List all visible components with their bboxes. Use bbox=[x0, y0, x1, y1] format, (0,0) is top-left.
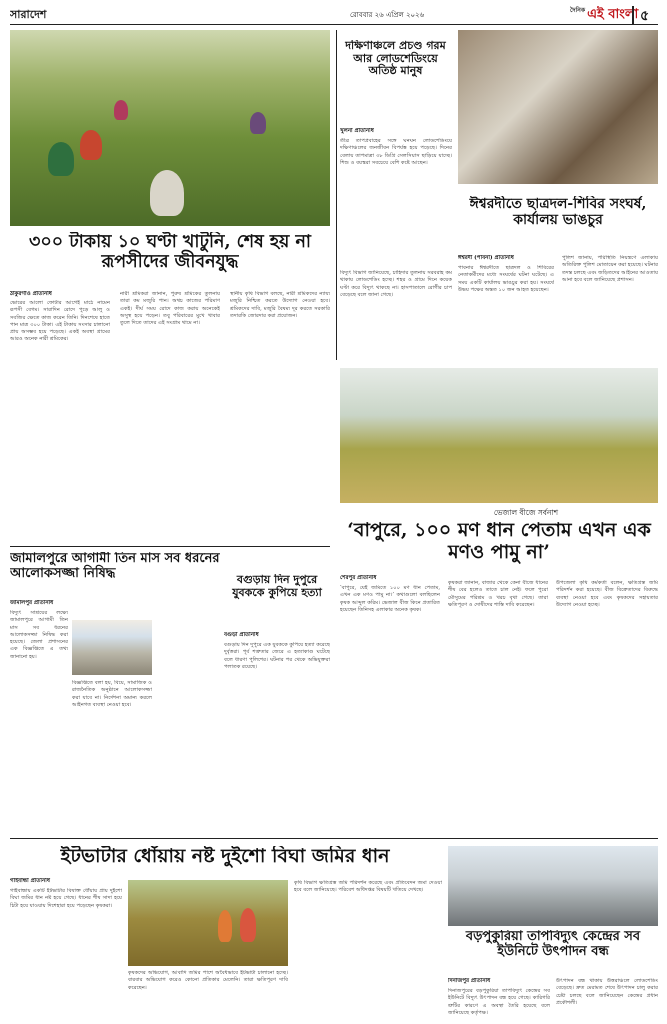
column-divider bbox=[336, 30, 337, 360]
illuminated-building-photo bbox=[72, 620, 152, 675]
section-title: সারাদেশ bbox=[10, 8, 47, 21]
bogura-reporter: বগুড়া প্রতিনিধি bbox=[224, 632, 259, 638]
brick-column-2: কৃষকদের অভিযোগ, আবাদি জমির পাশে অবৈধভাবে ইটভাটা চালানো হচ্ছে। বারবার অভিযোগ করেও কোনো প্রতিকার মেলেনি। তারা ক্ষতিপূরণ দাবি করেছেন। bbox=[128, 970, 288, 991]
brick-column-3: কৃষি বিভাগ ক্ষতিগ্রস্ত জমি পরিদর্শন করেছে এবং প্রতিবেদন জমা দেওয়া হবে বলে জানিয়েছে। পরিবেশ অধিদপ্তর বিষয়টি খতিয়ে দেখছে। bbox=[294, 880, 442, 894]
logo-prefix: দৈনিক bbox=[570, 7, 586, 14]
brick-reporter: গাইবান্ধা প্রতিনিধি bbox=[10, 878, 50, 884]
heat-column-2: বিদ্যুৎ বিভাগ জানিয়েছে, চাহিদার তুলনায় সরবরাহ কম থাকায় লোডশেডিং হচ্ছে। শহর ও গ্রামে দিনে কয়েক ঘণ্টা করে বিদ্যুৎ থাকছে না। হাসপাতালে রোগীর চাপ বেড়েছে বলে জানা গেছে। bbox=[340, 270, 452, 298]
clash-column-1: পাবনার ঈশ্বরদীতে ছাত্রদল ও শিবিরের নেতাকর্মীদের মধ্যে সংঘর্ষের ঘটনা ঘটেছে। এ সময় একটি কার্যালয় ভাঙচুর করা হয়। সংঘর্ষে উভয় পক্ষের অন্তত ১০ জন আহত হয়েছেন। bbox=[458, 265, 554, 293]
power-column-1: দিনাজপুরের বড়পুকুরিয়া তাপবিদ্যুৎ কেন্দ্রের সব ইউনিটে বিদ্যুৎ উৎপাদন বন্ধ হয়ে গেছে। কারিগরি ত্রুটির কারণে এ অবস্থা তৈরি হয়েছে বলে জানিয়েছে কর্তৃপক্ষ। bbox=[448, 988, 550, 1016]
seed-kicker: ভেজাল বীজে সর্বনাশ bbox=[493, 508, 559, 517]
clash-column-2: পুলিশ জানায়, পরিস্থিতি নিয়ন্ত্রণে এলাকায় অতিরিক্ত পুলিশ মোতায়েন করা হয়েছে। ঘটনার তদন্ত চলছে এবং জড়িতদের আইনের আওতায় আনা হবে বলে জানিয়েছে প্রশাসন। bbox=[562, 255, 658, 283]
seed-column-1: ‘বাপুরে, যেই জমিতে ১০০ মণ ধান পেতাম, এখন এক মণও পামু না।’ কথাগুলো বলছিলেন কৃষক আব্দুল করিম। ভেজাল বীজ কিনে প্রতারিত হয়েছেন তিনিসহ এলাকার অনেক কৃষক। bbox=[340, 585, 440, 613]
bogura-headline: বগুড়ায় দিন দুপুরে যুবককে কুপিয়ে হত্যা bbox=[232, 574, 322, 599]
power-plant-photo bbox=[448, 846, 658, 926]
seed-reporter: শেরপুর প্রতিনিধি bbox=[340, 575, 377, 581]
power-column-2: উৎপাদন বন্ধ থাকায় উত্তরাঞ্চলে লোডশেডিং বেড়েছে। দ্রুত মেরামত শেষে উৎপাদন চালু করার চেষ্টা চলছে বলে জানিয়েছেন কেন্দ্রের প্রধান প্রকৌশলী। bbox=[556, 978, 658, 1006]
seed-column-3: উপজেলা কৃষি কর্মকর্তা বলেন, ক্ষতিগ্রস্ত জমি পরিদর্শন করা হয়েছে। বীজ বিক্রেতাদের বিরুদ্ধে ব্যবস্থা নেওয়া হবে এবং কৃষকদের সহায়তার উদ্যোগ নেওয়া হচ্ছে। bbox=[556, 580, 658, 608]
seed-headline: ‘বাপুরে, ১০০ মণ ধান পেতাম এখন এক মণও পামু না’ bbox=[347, 520, 651, 563]
heat-reporter: খুলনা প্রতিনিধি bbox=[340, 128, 374, 134]
damaged-paddy-photo bbox=[128, 880, 288, 966]
vandalized-office-photo bbox=[458, 30, 658, 184]
heat-headline: দক্ষিণাঞ্চলে প্রচণ্ড গরম আর লোডশেডিংয়ে অতিষ্ঠ মানুষ bbox=[345, 40, 446, 78]
page-header bbox=[10, 6, 658, 25]
farm-workers-photo bbox=[10, 30, 330, 226]
farm-headline: ৩০০ টাকায় ১০ ঘণ্টা খাটুনি, শেষ হয় না রূপসীদের জীবনযুদ্ধ bbox=[29, 232, 311, 273]
jamalpur-reporter: জামালপুর প্রতিনিধি bbox=[10, 600, 54, 606]
heat-column-1: তীব্র তাপপ্রবাহের সঙ্গে ঘনঘন লোডশেডিংয়ে দক্ষিণাঞ্চলের জনজীবন বিপর্যস্ত হয়ে পড়েছে। দিনের বেলায় তাপমাত্রা ৩৮ ডিগ্রি সেলসিয়াস ছাড়িয়ে যাচ্ছে। শিশু ও বয়স্করা সবচেয়ে বেশি কষ্টে আছেন। bbox=[340, 138, 452, 166]
newspaper-logo bbox=[570, 6, 638, 25]
farm-column-3: স্থানীয় কৃষি বিভাগ বলছে, নারী শ্রমিকদের ন্যায্য মজুরি নিশ্চিত করতে উদ্যোগ নেওয়া হবে। শ্রমিকদের দাবি, মজুরি বৈষম্য দূর করতে সরকারি তদারকি জোরদার করা প্রয়োজন। bbox=[230, 291, 330, 319]
farm-column-2: নারী শ্রমিকরা জানান, পুরুষ শ্রমিকের তুলনায় তারা কম মজুরি পান। অথচ কাজের পরিমাণ একই। দীর্ঘ সময় রোদে কাজ করায় অনেকেই অসুস্থ হয়ে পড়েন। তবু পরিবারের মুখে খাবার তুলে দিতে তাদের এই সংগ্রাম থামে না। bbox=[120, 291, 220, 327]
paddy-field-photo bbox=[340, 368, 658, 503]
clash-reporter: ঈশ্বরদী (পাবনা) প্রতিনিধি bbox=[458, 255, 514, 261]
bogura-column-1: বগুড়ায় দিন দুপুরে এক যুবককে কুপিয়ে হত্যা করেছে দুর্বৃত্তরা। পূর্ব শত্রুতার জেরে এ হত্যাকাণ্ড ঘটেছে বলে ধারণা পুলিশের। ঘটনার পর থেকে অভিযুক্তরা পলাতক রয়েছে। bbox=[224, 642, 330, 670]
jamalpur-column-2: বিজ্ঞপ্তিতে বলা হয়, বিয়ে, সামাজিক ও রাজনৈতিক অনুষ্ঠানে আলোকসজ্জা করা যাবে না। নির্দেশনা অমান্য করলে আইনগত ব্যবস্থা নেওয়া হবে। bbox=[72, 680, 152, 708]
jamalpur-column-1: বিদ্যুৎ সাশ্রয়ের লক্ষ্যে জামালপুরে আগামী তিন মাস সব ধরনের আলোকসজ্জা নিষিদ্ধ করা হয়েছে। জেলা প্রশাসনের এক বিজ্ঞপ্তিতে এ তথ্য জানানো হয়। bbox=[10, 610, 68, 660]
power-headline: বড়পুকুরিয়া তাপবিদ্যুৎ কেন্দ্রের সব ইউনিটে উৎপাদন বন্ধ bbox=[465, 930, 641, 959]
brick-headline: ইটভাটার ধোঁয়ায় নষ্ট দুইশো বিঘা জমির ধান bbox=[60, 846, 390, 867]
farm-column-1: ভোরের আলো ফোটার আগেই মাঠে নামেন রূপসী বেগম। সারাদিন রোদে পুড়ে আলু ও সবজির ক্ষেতে কাজ করেন তিনি। দিনশেষে হাতে পান মাত্র ৩০০ টাকা। এই টাকায় সংসার চালানো প্রায় অসম্ভব হয়ে পড়েছে। একই অবস্থা গ্রামের আরও অনেক নারী শ্রমিকের। bbox=[10, 300, 110, 343]
seed-column-2: কৃষকরা জানান, বাজার থেকে কেনা বীজে ধানের শীষ বের হলেও তাতে চাল নেই। ফলে পুরো মৌসুমের পরিশ্রম ও খরচ বৃথা গেছে। তারা ক্ষতিপূরণ ও দোষীদের শাস্তি দাবি করেছেন। bbox=[448, 580, 548, 608]
brick-column-1: গাইবান্ধায় একটি ইটভাটার বিষাক্ত ধোঁয়ায় প্রায় দুইশো বিঘা জমির ধান নষ্ট হয়ে গেছে। ধানের শীষ সাদা হয়ে চিটা হয়ে যাওয়ায় দিশেহারা হয়ে পড়েছেন কৃষকরা। bbox=[10, 888, 122, 909]
power-reporter: দিনাজপুর প্রতিনিধি bbox=[448, 978, 491, 984]
section-rule bbox=[10, 546, 330, 547]
issue-date: রোববার ২৬ এপ্রিল ২০২৬ bbox=[350, 11, 425, 19]
jamalpur-headline: জামালপুরে আগামী তিন মাস সব ধরনের আলোকসজ্জা নিষিদ্ধ bbox=[10, 552, 220, 581]
page-number: ৫ bbox=[632, 6, 649, 25]
section-rule-bottom bbox=[10, 838, 658, 839]
farm-reporter: ঠাকুরগাঁও প্রতিনিধি bbox=[10, 291, 52, 297]
logo-text: এই বাংলা bbox=[587, 7, 639, 22]
clash-headline: ঈশ্বরদীতে ছাত্রদল-শিবির সংঘর্ষ, কার্যালয় ভাঙচুর bbox=[469, 196, 647, 229]
